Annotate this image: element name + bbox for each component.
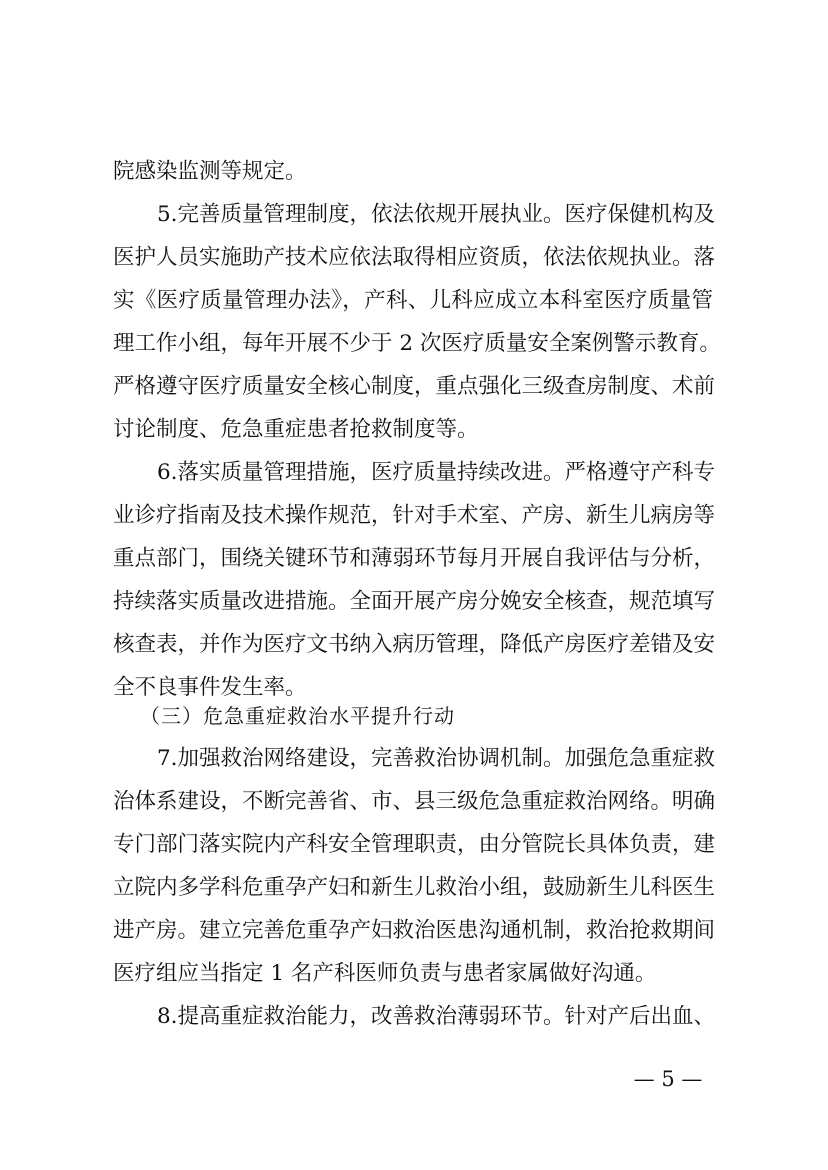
item-5-line-3: 实《医疗质量管理办法》，产科、儿科应成立本科室医疗质量管 bbox=[113, 288, 713, 313]
item-7-line-5: 进产房。建立完善危重孕产妇救治医患沟通机制，救治抢救期间 bbox=[113, 918, 716, 943]
paragraph-4-end-line: 院感染监测等规定。 bbox=[113, 159, 307, 184]
item-7-line-2: 治体系建设，不断完善省、市、县三级危急重症救治网络。明确 bbox=[113, 789, 716, 814]
item-6-line-1: 6.落实质量管理措施，医疗质量持续改进。严格遵守产科专 bbox=[157, 460, 716, 485]
item-5-line-2: 医护人员实施助产技术应依法取得相应资质，依法依规执业。落 bbox=[113, 245, 716, 270]
item-5-line-6: 讨论制度、危急重症患者抢救制度等。 bbox=[113, 417, 479, 442]
item-5-line-4: 理工作小组，每年开展不少于 2 次医疗质量安全案例警示教育。 bbox=[113, 331, 721, 356]
item-8-line-1: 8.提高重症救治能力，改善救治薄弱环节。针对产后出血、 bbox=[157, 1004, 716, 1029]
item-5-line-1: 5.完善质量管理制度，依法依规开展执业。医疗保健机构及 bbox=[157, 202, 716, 227]
item-5-line-5: 严格遵守医疗质量安全核心制度，重点强化三级查房制度、术前 bbox=[113, 374, 716, 399]
item-6-line-3: 重点部门，围绕关键环节和薄弱环节每月开展自我评估与分析， bbox=[113, 546, 716, 571]
item-7-line-1: 7.加强救治网络建设，完善救治协调机制。加强危急重症救 bbox=[157, 746, 716, 771]
item-6-line-6: 全不良事件发生率。 bbox=[113, 675, 307, 700]
item-7-line-4: 立院内多学科危重孕产妇和新生儿救治小组，鼓励新生儿科医生 bbox=[113, 875, 716, 900]
item-6-line-4: 持续落实质量改进措施。全面开展产房分娩安全核查，规范填写 bbox=[113, 589, 716, 614]
section-heading: （三）危急重症救治水平提升行动 bbox=[140, 704, 455, 728]
item-7-line-3: 专门部门落实院内产科安全管理职责，由分管院长具体负责，建 bbox=[113, 832, 716, 857]
page-number: — 5 — bbox=[633, 1067, 703, 1091]
item-6-line-5: 核查表，并作为医疗文书纳入病历管理，降低产房医疗差错及安 bbox=[113, 632, 716, 657]
item-6-line-2: 业诊疗指南及技术操作规范，针对手术室、产房、新生儿病房等 bbox=[113, 503, 716, 528]
item-7-line-6: 医疗组应当指定 1 名产科医师负责与患者家属做好沟通。 bbox=[113, 961, 657, 986]
